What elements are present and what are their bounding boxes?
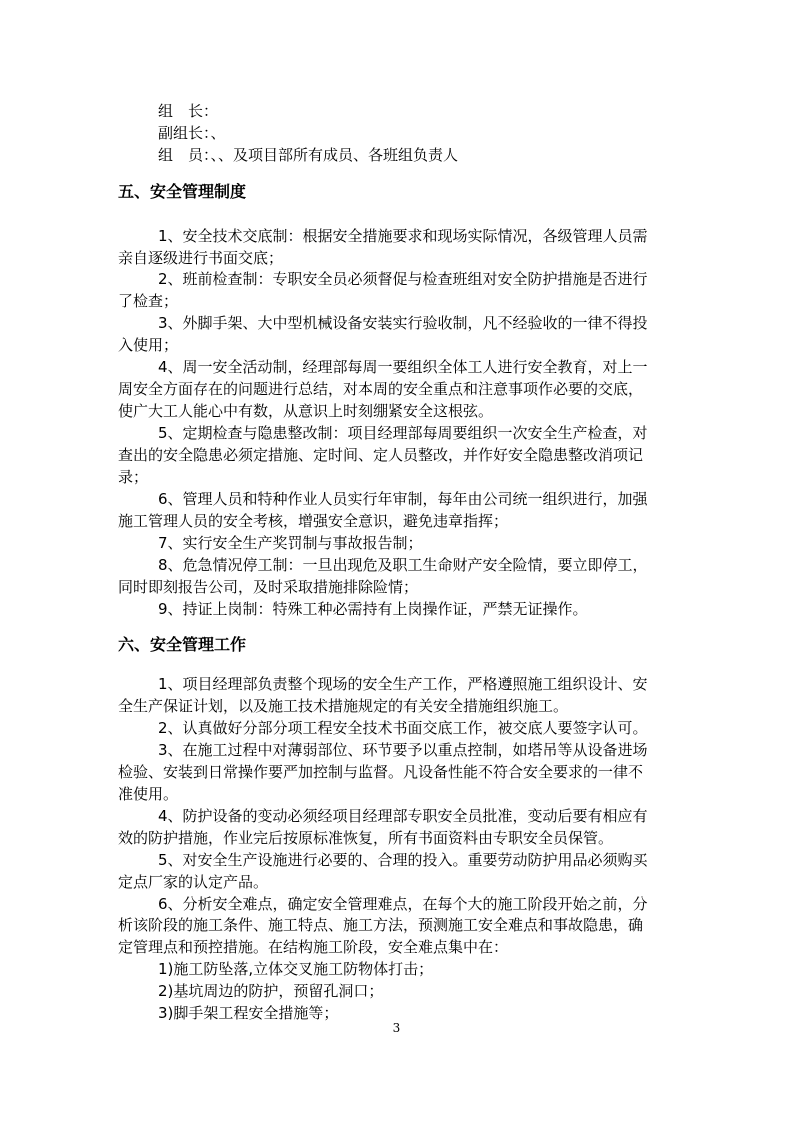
section6-heading: 六、安全管理工作 <box>118 635 247 654</box>
team-members-line: 组 员：、、及项目部所有成员、各班组负责人 <box>158 146 459 164</box>
s5-line: 5、定期检查与隐患整改制：项目经理部每周要组织一次安全生产检查，对 <box>158 424 648 442</box>
team-leader-line: 组 长： <box>158 102 219 120</box>
s5-line: 录； <box>118 468 149 486</box>
s6-line: 4、防护设备的变动必须经项目经理部专职安全员批准，变动后要有相应有 <box>158 807 648 825</box>
s5-line: 亲自逐级进行书面交底； <box>118 249 284 267</box>
s5-line: 2、班前检查制：专职安全员必须督促与检查班组对安全防护措施是否进行 <box>158 270 648 288</box>
s5-line: 3、外脚手架、大中型机械设备安装实行验收制，凡不经验收的一律不得投 <box>158 314 648 332</box>
s5-line: 4、周一安全活动制，经理部每周一要组织全体工人进行安全教育，对上一 <box>158 358 648 376</box>
s6-line: 3、在施工过程中对薄弱部位、环节要予以重点控制，如塔吊等从设备进场 <box>158 741 648 759</box>
s6-line: 效的防护措施，作业完后按原标准恢复，所有书面资料由专职安全员保管。 <box>118 829 614 847</box>
section5-heading: 五、安全管理制度 <box>118 182 247 201</box>
s5-line: 入使用； <box>118 336 179 354</box>
s5-line: 周安全方面存在的问题进行总结，对本周的安全重点和注意事项作必要的交底， <box>118 380 644 398</box>
s6-line: 3)脚手架工程安全措施等； <box>158 1004 339 1022</box>
s6-line: 全生产保证计划，以及施工技术措施规定的有关安全措施组织施工。 <box>118 697 569 715</box>
s5-line: 9、持证上岗制：特殊工种必需持有上岗操作证，严禁无证操作。 <box>158 600 588 618</box>
s5-line: 1、安全技术交底制：根据安全措施要求和现场实际情况，各级管理人员需 <box>158 227 648 245</box>
s6-line: 6、分析安全难点，确定安全管理难点，在每个大的施工阶段开始之前，分 <box>158 895 648 913</box>
s6-line: 5、对安全生产设施进行必要的、合理的投入。重要劳动防护用品必须购买 <box>158 851 648 869</box>
s5-line: 施工管理人员的安全考核，增强安全意识，避免违章指挥； <box>118 512 509 530</box>
s5-line: 使广大工人能心中有数，从意识上时刻绷紧安全这根弦。 <box>118 402 494 420</box>
s6-line: 1、项目经理部负责整个现场的安全生产工作，严格遵照施工组织设计、安 <box>158 675 648 693</box>
s6-line: 2)基坑周边的防护，预留孔洞口； <box>158 982 384 1000</box>
s6-line: 定管理点和预控措施。在结构施工阶段，安全难点集中在： <box>118 938 509 956</box>
s5-line: 8、危急情况停工制：一旦出现危及职工生命财产安全险情，要立即停工， <box>158 556 648 574</box>
page-number: 3 <box>392 1021 401 1035</box>
s5-line: 查出的安全隐患必须定措施、定时间、定人员整改，并作好安全隐患整改消项记 <box>118 446 644 464</box>
s5-line: 同时即刻报告公司，及时采取措施排除险情； <box>118 578 419 596</box>
s6-line: 定点厂家的认定产品。 <box>118 873 269 891</box>
team-deputy-line: 副组长：、 <box>158 124 226 142</box>
s6-line: 检验、安装到日常操作要严加控制与监督。凡设备性能不符合安全要求的一律不 <box>118 763 644 781</box>
s5-line: 7、实行安全生产奖罚制与事故报告制； <box>158 534 423 552</box>
s6-line: 1)施工防坠落,立体交叉施工防物体打击； <box>158 960 434 978</box>
s5-line: 了检查； <box>118 292 179 310</box>
s5-line: 6、管理人员和特种作业人员实行年审制，每年由公司统一组织进行，加强 <box>158 490 648 508</box>
s6-line: 析该阶段的施工条件、施工特点、施工方法，预测施工安全难点和事故隐患，确 <box>118 916 644 934</box>
s6-line: 准使用。 <box>118 785 179 803</box>
s6-line: 2、认真做好分部分项工程安全技术书面交底工作，被交底人要签字认可。 <box>158 719 648 737</box>
